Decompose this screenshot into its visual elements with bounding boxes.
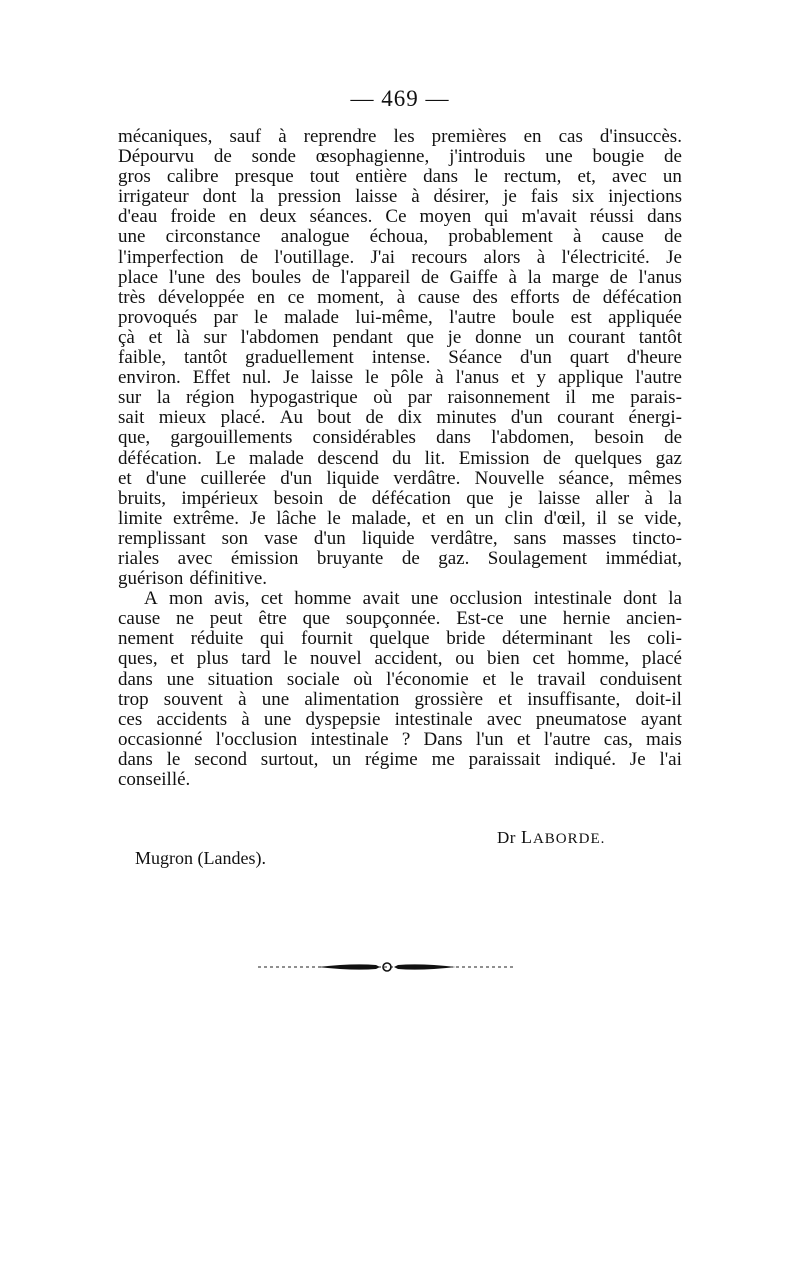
text-line: mécaniques, sauf à reprendre les premières en cas d'insuccès. — [118, 126, 682, 147]
text-line: place l'une des boules de l'appareil de Gaiffe à la marge de l'anus — [118, 266, 682, 288]
text-line: dans une situation sociale où l'économie et le travail conduisent — [118, 668, 682, 690]
text-line: trop souvent à une alimentation grossière et insuffisante, doit-il — [118, 688, 682, 710]
text-line: occasionné l'occlusion intestinale ? Dans l'un et l'autre cas, mais — [118, 728, 682, 750]
text-line: environ. Effet nul. Je laisse le pôle à l'anus et y applique l'autre — [118, 367, 682, 389]
place-line: Mugron (Landes). — [135, 848, 266, 868]
text-line: provoqués par le malade lui-même, l'autre boule est appliquée — [118, 306, 682, 328]
text-line: çà et là sur l'abdomen pendant que je donne un courant tantôt — [118, 326, 682, 348]
body-text — [118, 127, 682, 790]
signature-name: LABORDE. — [520, 827, 606, 847]
text-line: une circonstance analogue échoua, probablement à cause de — [118, 226, 682, 248]
text-line: Dépourvu de sonde œsophagienne, j'introduis une bougie de — [118, 146, 682, 168]
text-line: l'imperfection de l'outillage. J'ai recours alors à l'électricité. Je — [118, 246, 682, 268]
text-line: ces accidents à une dyspepsie intestinale avec pneumatose ayant — [118, 708, 682, 730]
text-line: dans le second surtout, un régime me paraissait indiqué. Je l'ai — [118, 748, 682, 770]
page-number: — 469 — — [350, 86, 450, 111]
signature — [497, 827, 605, 848]
text-line: cause ne peut être que soupçonnée. Est-ce une hernie ancien- — [118, 608, 682, 630]
text-line: guérison définitive. — [118, 568, 267, 590]
text-line: sur la région hypogastrique où par raisonnement il me parais- — [118, 387, 682, 409]
text-line: d'eau froide en deux séances. Ce moyen qui m'avait réussi dans — [118, 206, 682, 228]
text-line: faible, tantôt graduellement intense. Séance d'un quart d'heure — [118, 347, 682, 369]
text-line: gros calibre presque tout entière dans le rectum, et, avec un — [118, 166, 682, 188]
text-line: sait mieux placé. Au bout de dix minutes d'un courant énergi- — [118, 407, 682, 429]
text-line: bruits, impérieux besoin de défécation que je laisse aller à la — [118, 487, 682, 509]
text-line: que, gargouillements considérables dans l'abdomen, besoin de — [118, 427, 682, 449]
text-line: irrigateur dont la pression laisse à désirer, je fais six injections — [118, 186, 682, 208]
text-line: très développée en ce moment, à cause des efforts de défécation — [118, 286, 682, 308]
text-line: défécation. Le malade descend du lit. Emission de quelques gaz — [118, 447, 682, 469]
text-line: et d'une cuillerée d'un liquide verdâtre. Nouvelle séance, mêmes — [118, 467, 682, 489]
text-line: limite extrême. Je lâche le malade, et en un clin d'œil, il se vide, — [118, 507, 682, 529]
signature-title: Dr — [497, 828, 516, 847]
text-line: nement réduite qui fournit quelque bride déterminant les coli- — [118, 628, 682, 650]
text-line: remplissant son vase d'un liquide verdâtre, sans masses tincto- — [118, 527, 682, 549]
text-line: A mon avis, cet homme avait une occlusion intestinale dont la — [144, 588, 682, 610]
text-line: riales avec émission bruyante de gaz. Soulagement immédiat, — [118, 547, 682, 569]
text-line: conseillé. — [118, 769, 191, 790]
text-line: ques, et plus tard le nouvel accident, ou bien cet homme, placé — [118, 648, 682, 670]
end-ornament — [258, 960, 516, 974]
